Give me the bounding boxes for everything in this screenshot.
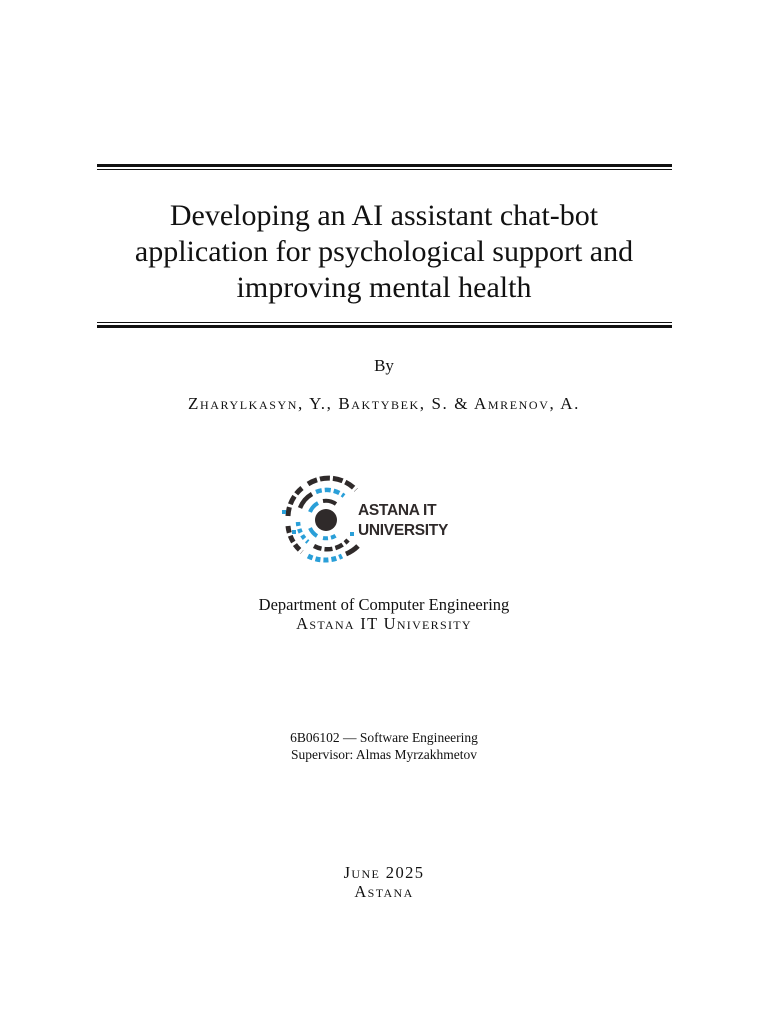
top-rule-thick: [97, 164, 672, 167]
title-line-1: Developing an AI assistant chat-bot: [169, 199, 599, 232]
program-info: [0, 729, 768, 763]
title-line-2: application for psychological support and: [134, 235, 634, 268]
program-code: 6B06102 — Software Engineering: [290, 730, 478, 745]
title-line-3: improving mental health: [236, 271, 532, 304]
city: Astana: [354, 882, 414, 901]
university: Astana IT University: [296, 614, 472, 633]
date: June 2025: [343, 863, 425, 882]
top-rule-thin: [97, 169, 672, 170]
bottom-rule-thick: [97, 325, 672, 328]
logo-text-line-1: ASTANA IT: [358, 502, 437, 519]
affiliation: [0, 595, 768, 633]
authors: Zharylkasyn, Y., Baktybek, S. & Amrenov, A.: [188, 394, 580, 413]
logo-text-line-2: UNIVERSITY: [358, 522, 449, 539]
document-title: [60, 198, 708, 306]
department: Department of Computer Engineering: [258, 595, 510, 614]
supervisor: Supervisor: Almas Myrzakhmetov: [291, 747, 477, 762]
date-place: [0, 863, 768, 901]
university-logo: [278, 472, 460, 564]
by-label: By: [374, 356, 394, 375]
bottom-rule-thin: [97, 322, 672, 323]
